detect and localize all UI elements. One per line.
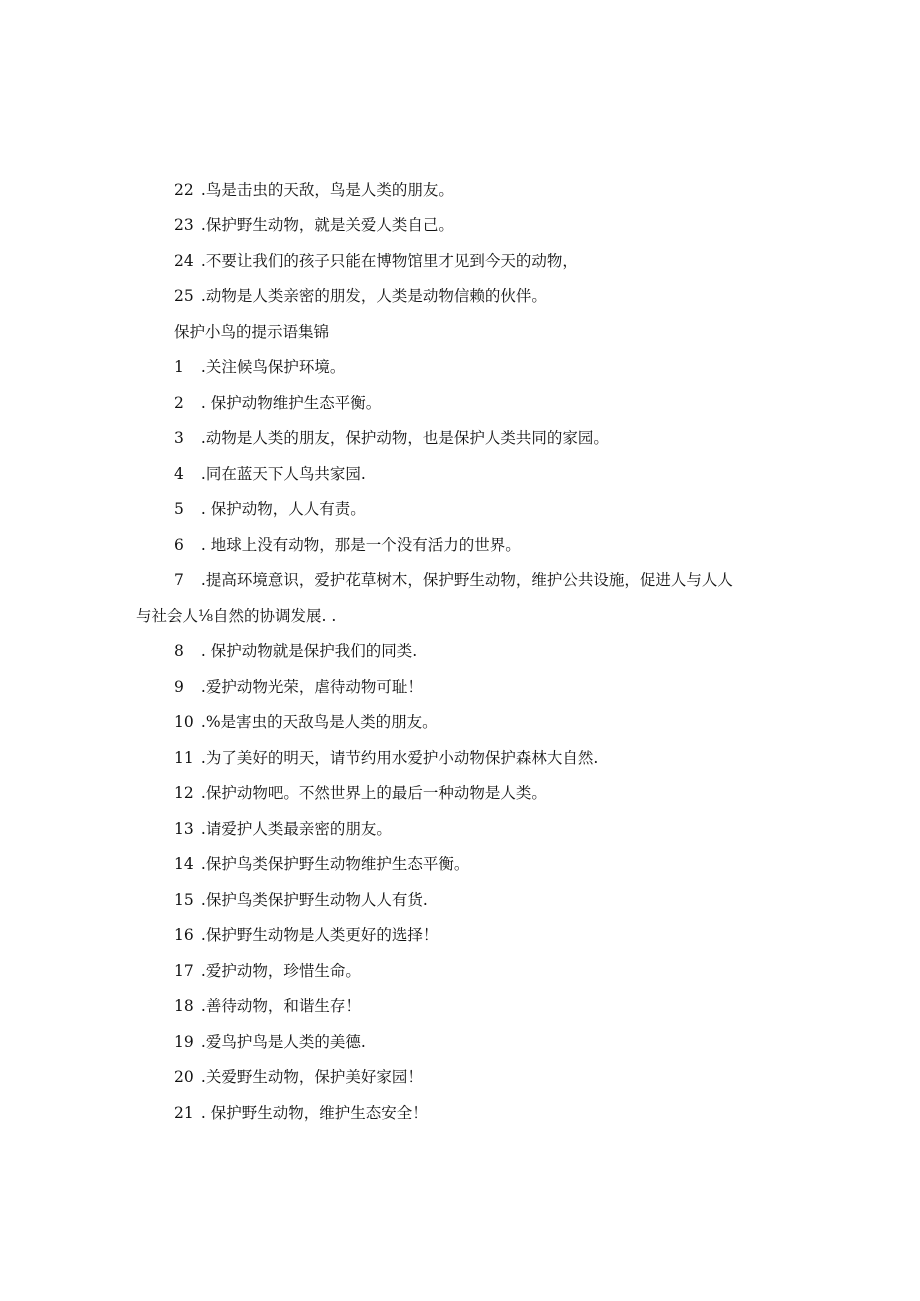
list-item	[174, 712, 438, 732]
item-number: 16	[174, 926, 194, 944]
item-text: . 保护动物维护生态平衡。	[196, 394, 382, 412]
item-number: 13	[174, 820, 194, 838]
item-number: 15	[174, 891, 194, 909]
item-text: .保护鸟类保护野生动物人人有货.	[196, 891, 428, 909]
item-text: . 保护野生动物，维护生态安全！	[196, 1104, 428, 1122]
item-number: 4	[174, 465, 184, 483]
item-number: 2	[174, 394, 184, 412]
item-text: .关注候鸟保护环境。	[196, 358, 346, 376]
item-text: .爱鸟护鸟是人类的美德.	[196, 1033, 366, 1051]
list-item	[174, 535, 521, 555]
item-number: 22	[174, 181, 194, 199]
list-item	[174, 1103, 428, 1123]
item-text: .善待动物，和谐生存！	[196, 997, 361, 1015]
item-number: 5	[174, 500, 184, 518]
list-item	[174, 890, 428, 910]
item-number: 7	[174, 571, 184, 589]
list-item	[174, 499, 366, 519]
item-number: 1	[174, 358, 184, 376]
list-item	[174, 570, 733, 590]
item-number: 25	[174, 287, 194, 305]
list-item	[174, 464, 366, 484]
list-item	[174, 251, 578, 271]
item-number: 14	[174, 855, 194, 873]
list-item	[174, 996, 361, 1016]
item-number: 24	[174, 252, 194, 270]
list-item	[174, 961, 361, 981]
item-text: .爱护动物，珍惜生命。	[196, 962, 361, 980]
list-item	[174, 677, 423, 697]
item-number: 11	[174, 749, 194, 767]
item-text: . 地球上没有动物，那是一个没有活力的世界。	[196, 536, 521, 554]
item-text: .关爱野生动物，保护美好家园！	[196, 1068, 423, 1086]
item-text: . 保护动物，人人有责。	[196, 500, 366, 518]
item-number: 21	[174, 1104, 194, 1122]
item-number: 19	[174, 1033, 194, 1051]
item-number: 8	[174, 642, 184, 660]
item-number: 3	[174, 429, 184, 447]
item-text: .为了美好的明天，请节约用水爱护小动物保护森林大自然.	[196, 749, 599, 767]
item-text: .爱护动物光荣，虐待动物可耻！	[196, 678, 423, 696]
list-item	[174, 925, 438, 945]
item-number: 12	[174, 784, 194, 802]
item-text: .保护鸟类保护野生动物维护生态平衡。	[196, 855, 470, 873]
item-text: .请爱护人类最亲密的朋友。	[196, 820, 392, 838]
list-item	[174, 783, 547, 803]
item-number: 9	[174, 678, 184, 696]
list-item	[174, 180, 454, 200]
item-number: 20	[174, 1068, 194, 1086]
list-item	[174, 1032, 366, 1052]
item-text: .%是害虫的天敌鸟是人类的朋友。	[196, 713, 438, 731]
item-text: .鸟是击虫的天敌，鸟是人类的朋友。	[196, 181, 454, 199]
item-text: .动物是人类的朋友，保护动物，也是保护人类共同的家园。	[196, 429, 609, 447]
item-number: 17	[174, 962, 194, 980]
list-item	[174, 854, 469, 874]
list-item	[174, 286, 547, 306]
item-number: 23	[174, 216, 194, 234]
list-item	[174, 357, 345, 377]
item-number: 6	[174, 536, 184, 554]
item-text: .同在蓝天下人鸟共家园.	[196, 465, 366, 483]
section-title: 保护小鸟的提示语集锦	[174, 323, 330, 341]
item-text: .动物是人类亲密的朋发，人类是动物信赖的伙伴。	[196, 287, 547, 305]
list-item	[174, 428, 609, 448]
item-text: .提高环境意识，爱护花草树木，保护野生动物，维护公共设施，促进人与人人	[196, 571, 733, 589]
list-item	[174, 1067, 423, 1087]
item-text: .保护动物吧。不然世界上的最后一种动物是人类。	[196, 784, 547, 802]
list-item	[174, 215, 454, 235]
list-item	[174, 748, 598, 768]
list-item-continuation: 与社会人⅛自然的协调发展. .	[136, 607, 337, 625]
item-text: .保护野生动物是人类更好的选择！	[196, 926, 439, 944]
list-item	[174, 641, 417, 661]
list-item	[174, 819, 392, 839]
item-text: .保护野生动物，就是关爱人类自己。	[196, 216, 454, 234]
item-text: . 保护动物就是保护我们的同类.	[196, 642, 418, 660]
item-number: 10	[174, 713, 194, 731]
item-number: 18	[174, 997, 194, 1015]
list-item	[174, 393, 381, 413]
item-text: .不要让我们的孩子只能在博物馆里才见到今天的动物，	[196, 252, 578, 270]
